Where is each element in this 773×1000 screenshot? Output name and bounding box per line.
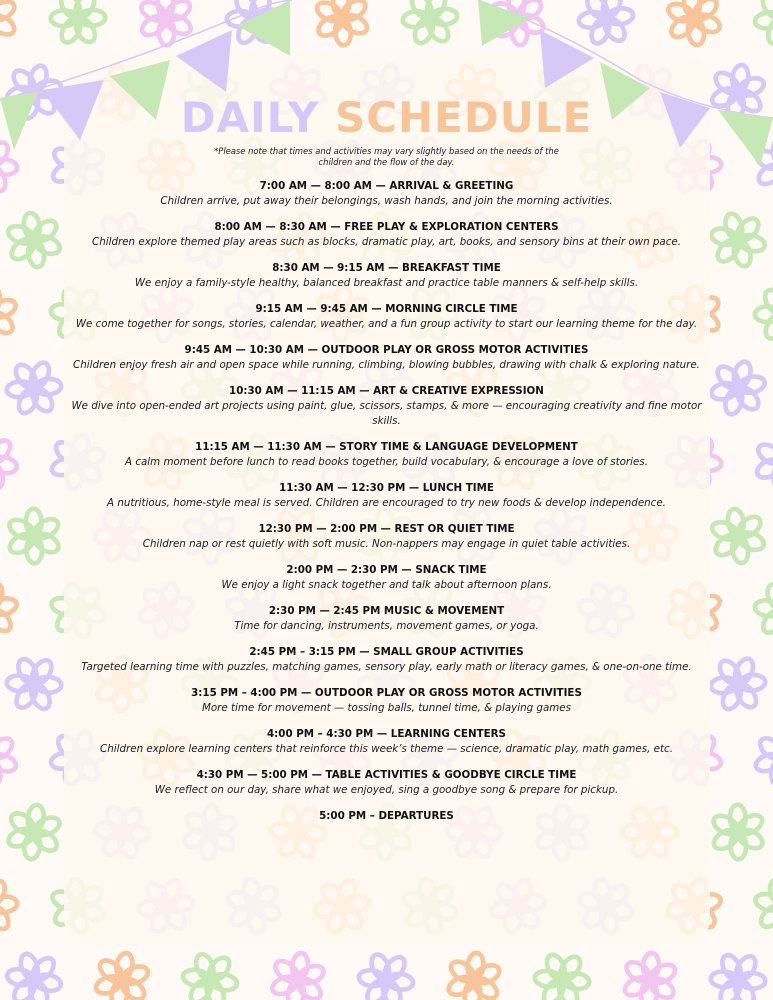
schedule-item-heading: 11:30 AM — 12:30 PM — LUNCH TIME xyxy=(279,482,494,494)
schedule-item-description: We enjoy a family-style healthy, balanced breakfast and practice table manners & self-help skills. xyxy=(134,277,639,289)
flower-icon xyxy=(704,354,773,422)
schedule-item-heading: 8:00 AM — 8:30 AM — FREE PLAY & EXPLORATION CENTERS xyxy=(214,221,559,233)
flower-icon xyxy=(753,433,773,490)
flower-icon xyxy=(0,941,73,1000)
schedule-item-heading: 12:30 PM — 2:00 PM — REST OR QUIET TIME xyxy=(258,523,515,535)
pennant-mint xyxy=(478,0,530,46)
schedule-item xyxy=(60,563,713,593)
schedule-item xyxy=(60,179,713,209)
schedule-item xyxy=(60,384,713,429)
schedule-item-heading: 7:00 AM — 8:00 AM — ARRIVAL & GREETING xyxy=(259,180,514,192)
title-word-schedule: SCHEDULE xyxy=(334,93,593,142)
schedule-item xyxy=(60,645,713,675)
schedule-item xyxy=(60,768,713,798)
schedule-item-heading: 2:00 PM — 2:30 PM — SNACK TIME xyxy=(286,564,487,576)
flower-icon xyxy=(745,277,773,351)
schedule-item-description: More time for movement — tossing balls, tunnel time, & playing games xyxy=(201,702,572,714)
flower-icon xyxy=(3,802,64,863)
flower-icon xyxy=(744,572,773,649)
schedule-item xyxy=(60,686,713,716)
schedule-item-heading: 4:00 PM – 4:30 PM — LEARNING CENTERS xyxy=(267,728,506,740)
schedule-content xyxy=(60,92,713,824)
schedule-item-heading: 3:15 PM – 4:00 PM — OUTDOOR PLAY OR GROSS MOTOR ACTIVITIES xyxy=(191,687,582,699)
schedule-item xyxy=(60,727,713,757)
flower-icon xyxy=(267,949,329,1000)
page-title xyxy=(60,92,713,144)
schedule-item-description: Time for dancing, instruments, movement games, or yoga. xyxy=(234,620,539,632)
schedule-item-description: A calm moment before lunch to read books together, build vocabulary, & encourage a love of stories. xyxy=(125,456,648,468)
schedule-item-description: We come together for songs, stories, calendar, weather, and a fun group activity to start our learning theme for the day. xyxy=(75,318,698,330)
flower-icon xyxy=(0,283,21,345)
schedule-item xyxy=(60,302,713,332)
flower-icon xyxy=(621,951,680,1000)
schedule-item-description: We dive into open-ended art projects using paint, glue, scissors, stamps, & more — encouraging creativity and fine motor skills. xyxy=(71,400,702,427)
schedule-item xyxy=(60,809,713,824)
schedule-item-description: A nutritious, home-style meal is served. Children are encouraged to try new foods & develop independence. xyxy=(107,497,666,509)
flower-icon xyxy=(348,942,425,1000)
schedule-item xyxy=(60,220,713,250)
pennant-mint xyxy=(238,0,290,56)
schedule-item-heading: 2:45 PM – 3:15 PM — SMALL GROUP ACTIVITIES xyxy=(249,646,524,658)
schedule-item-description: Children explore themed play areas such as blocks, dramatic play, art, books, and sensory bins at their own pace. xyxy=(92,236,681,248)
schedule-item xyxy=(60,481,713,511)
flower-icon xyxy=(524,942,600,1000)
flower-icon xyxy=(90,948,154,1000)
pennant-lavender xyxy=(176,30,232,92)
schedule-item-description: We reflect on our day, share what we enjoyed, sing a goodbye song & prepare for pickup. xyxy=(154,784,619,796)
schedule-item xyxy=(60,522,713,552)
flower-icon xyxy=(171,941,248,1000)
flower-icon xyxy=(0,719,29,796)
flower-icon xyxy=(0,870,26,942)
schedule-item-description: We enjoy a light snack together and talk about afternoon plans. xyxy=(221,579,552,591)
flower-icon xyxy=(0,423,29,500)
schedule-item-heading: 5:00 PM – DEPARTURES xyxy=(319,810,454,822)
flower-icon xyxy=(750,726,773,790)
schedule-item-heading: 10:30 AM — 11:15 AM — ART & CREATIVE EXPRESSION xyxy=(229,385,544,397)
flower-icon xyxy=(444,950,504,1000)
flower-icon xyxy=(743,867,773,945)
schedule-item-description: Targeted learning time with puzzles, matching games, sensory play, early math or literacy games, & one-on-one time. xyxy=(81,661,692,673)
schedule-item-heading: 9:15 AM — 9:45 AM — MORNING CIRCLE TIME xyxy=(255,303,518,315)
schedule-list xyxy=(60,179,713,824)
flower-icon xyxy=(700,942,773,1000)
schedule-item-heading: 2:30 PM — 2:45 PM MUSIC & MOVEMENT xyxy=(268,605,505,617)
schedule-item xyxy=(60,261,713,291)
schedule-item xyxy=(60,343,713,373)
schedule-item-description: Children arrive, put away their belongings, wash hands, and join the morning activities. xyxy=(160,195,613,207)
schedule-item xyxy=(60,440,713,470)
pennant-mint xyxy=(0,92,38,150)
schedule-item xyxy=(60,604,713,634)
schedule-item-description: Children nap or rest quietly with soft music. Non-nappers may engage in quiet table activities. xyxy=(142,538,631,550)
disclaimer-note: *Please note that times and activities may vary slightly based on the needs of the children and the flow of the day. xyxy=(214,146,559,167)
schedule-item-heading: 11:15 AM — 11:30 AM — STORY TIME & LANGUAGE DEVELOPMENT xyxy=(195,441,578,453)
pennant-mint xyxy=(718,110,773,166)
schedule-item-heading: 4:30 PM — 5:00 PM — TABLE ACTIVITIES & GOODBYE CIRCLE TIME xyxy=(196,769,577,781)
title-word-daily: DAILY xyxy=(180,93,320,142)
schedule-item-heading: 9:45 AM — 10:30 AM — OUTDOOR PLAY OR GROSS MOTOR ACTIVITIES xyxy=(184,344,589,356)
schedule-item-heading: 8:30 AM — 9:15 AM — BREAKFAST TIME xyxy=(272,262,501,274)
schedule-item-description: Children explore learning centers that reinforce this week’s theme — science, dramatic play, math games, etc. xyxy=(100,743,673,755)
schedule-item-description: Children enjoy fresh air and open space while running, climbing, blowing bubbles, drawing with chalk & exploring nature. xyxy=(73,359,700,371)
flower-icon xyxy=(0,576,24,644)
